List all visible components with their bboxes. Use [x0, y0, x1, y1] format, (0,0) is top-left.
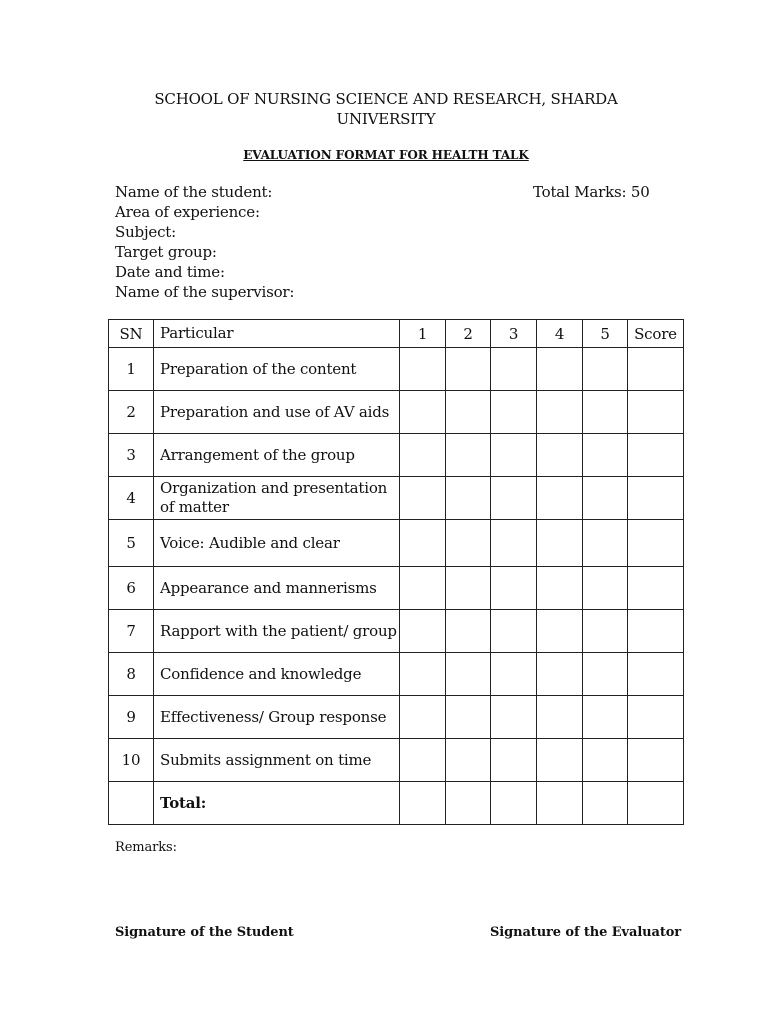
score-cell[interactable]: [446, 434, 491, 477]
score-cell[interactable]: [491, 610, 537, 653]
score-cell[interactable]: [491, 739, 537, 782]
score-cell[interactable]: [491, 567, 537, 610]
table-row: [109, 567, 684, 610]
total-score-cell[interactable]: [628, 653, 684, 696]
row-sn: 1: [109, 348, 154, 391]
row-particular: Voice: Audible and clear: [154, 520, 400, 567]
score-cell[interactable]: [400, 610, 446, 653]
score-cell[interactable]: [537, 520, 583, 567]
total-row: [109, 782, 684, 825]
header-score-4: 4: [537, 320, 583, 348]
total-cell[interactable]: [446, 782, 491, 825]
score-cell[interactable]: [537, 567, 583, 610]
row-particular: Confidence and knowledge: [154, 653, 400, 696]
header-score-5: 5: [583, 320, 628, 348]
area-of-experience-label: Area of experience:: [115, 203, 260, 221]
table-row: [109, 739, 684, 782]
score-cell[interactable]: [537, 739, 583, 782]
title-line-2: UNIVERSITY: [336, 110, 436, 128]
score-cell[interactable]: [400, 348, 446, 391]
total-cell[interactable]: [491, 782, 537, 825]
score-cell[interactable]: [583, 391, 628, 434]
score-cell[interactable]: [446, 696, 491, 739]
total-cell[interactable]: [537, 782, 583, 825]
score-cell[interactable]: [400, 391, 446, 434]
table-row: [109, 610, 684, 653]
header-score: Score: [628, 320, 684, 348]
score-cell[interactable]: [446, 520, 491, 567]
student-name-label: Name of the student:: [115, 183, 273, 201]
grand-total-cell[interactable]: [628, 782, 684, 825]
score-cell[interactable]: [583, 434, 628, 477]
row-sn: 6: [109, 567, 154, 610]
row-sn: 8: [109, 653, 154, 696]
score-cell[interactable]: [537, 610, 583, 653]
table-row: [109, 391, 684, 434]
row-particular: Preparation and use of AV aids: [154, 391, 400, 434]
score-cell[interactable]: [400, 653, 446, 696]
row-sn: 2: [109, 391, 154, 434]
row-sn: 7: [109, 610, 154, 653]
table-header-row: [109, 320, 684, 348]
total-label: Total:: [154, 782, 400, 825]
table-row: [109, 696, 684, 739]
score-cell[interactable]: [446, 739, 491, 782]
score-cell[interactable]: [583, 477, 628, 520]
score-cell[interactable]: [400, 520, 446, 567]
score-cell[interactable]: [400, 477, 446, 520]
score-cell[interactable]: [400, 739, 446, 782]
total-marks: Total Marks: 50: [533, 183, 650, 201]
date-time-label: Date and time:: [115, 263, 225, 281]
header-score-1: 1: [400, 320, 446, 348]
score-cell[interactable]: [491, 520, 537, 567]
total-score-cell[interactable]: [628, 348, 684, 391]
evaluation-table: [108, 319, 684, 825]
total-score-cell[interactable]: [628, 567, 684, 610]
score-cell[interactable]: [491, 391, 537, 434]
header-score-2: 2: [446, 320, 491, 348]
row-particular: Effectiveness/ Group response: [154, 696, 400, 739]
row-particular: Preparation of the content: [154, 348, 400, 391]
score-cell[interactable]: [537, 391, 583, 434]
score-cell[interactable]: [491, 434, 537, 477]
header-score-3: 3: [491, 320, 537, 348]
row-sn: 3: [109, 434, 154, 477]
row-particular: Appearance and mannerisms: [154, 567, 400, 610]
table-row: [109, 348, 684, 391]
table-row: [109, 477, 684, 520]
row-particular: Arrangement of the group: [154, 434, 400, 477]
subject-label: Subject:: [115, 223, 176, 241]
row-sn: 10: [109, 739, 154, 782]
title-line-1: SCHOOL OF NURSING SCIENCE AND RESEARCH, SHARDA: [154, 90, 618, 108]
score-cell[interactable]: [537, 653, 583, 696]
score-cell[interactable]: [446, 477, 491, 520]
score-cell[interactable]: [583, 610, 628, 653]
score-cell[interactable]: [446, 391, 491, 434]
row-particular: Organization and presentation of matter: [154, 477, 400, 520]
score-cell[interactable]: [446, 610, 491, 653]
score-cell[interactable]: [583, 739, 628, 782]
row-sn: 9: [109, 696, 154, 739]
score-cell[interactable]: [491, 348, 537, 391]
total-score-cell[interactable]: [628, 434, 684, 477]
score-cell[interactable]: [583, 520, 628, 567]
score-cell[interactable]: [491, 477, 537, 520]
score-cell[interactable]: [400, 434, 446, 477]
target-group-label: Target group:: [115, 243, 217, 261]
score-cell[interactable]: [537, 696, 583, 739]
score-cell[interactable]: [491, 653, 537, 696]
total-score-cell[interactable]: [628, 696, 684, 739]
score-cell[interactable]: [537, 477, 583, 520]
total-sn-cell: [109, 782, 154, 825]
table-row: [109, 434, 684, 477]
header-sn: SN: [109, 320, 154, 348]
evaluator-signature-label: Signature of the Evaluator: [490, 925, 682, 940]
total-cell[interactable]: [583, 782, 628, 825]
total-score-cell[interactable]: [628, 391, 684, 434]
score-cell[interactable]: [491, 696, 537, 739]
score-cell[interactable]: [400, 696, 446, 739]
score-cell[interactable]: [583, 696, 628, 739]
document-title: [130, 89, 642, 129]
score-cell[interactable]: [446, 567, 491, 610]
document-subtitle: EVALUATION FORMAT FOR HEALTH TALK: [243, 148, 529, 162]
total-cell[interactable]: [400, 782, 446, 825]
supervisor-name-label: Name of the supervisor:: [115, 283, 295, 301]
remarks-label: Remarks:: [115, 840, 177, 855]
score-cell[interactable]: [446, 653, 491, 696]
score-cell[interactable]: [537, 434, 583, 477]
row-particular: Submits assignment on time: [154, 739, 400, 782]
row-particular: Rapport with the patient/ group: [154, 610, 400, 653]
total-score-cell[interactable]: [628, 477, 684, 520]
total-score-cell[interactable]: [628, 610, 684, 653]
total-score-cell[interactable]: [628, 520, 684, 567]
table-row: [109, 653, 684, 696]
header-particular: Particular: [154, 320, 400, 348]
total-score-cell[interactable]: [628, 739, 684, 782]
score-cell[interactable]: [583, 348, 628, 391]
row-sn: 5: [109, 520, 154, 567]
row-sn: 4: [109, 477, 154, 520]
score-cell[interactable]: [400, 567, 446, 610]
score-cell[interactable]: [583, 567, 628, 610]
table-row: [109, 520, 684, 567]
score-cell[interactable]: [583, 653, 628, 696]
score-cell[interactable]: [537, 348, 583, 391]
score-cell[interactable]: [446, 348, 491, 391]
student-signature-label: Signature of the Student: [115, 925, 294, 940]
